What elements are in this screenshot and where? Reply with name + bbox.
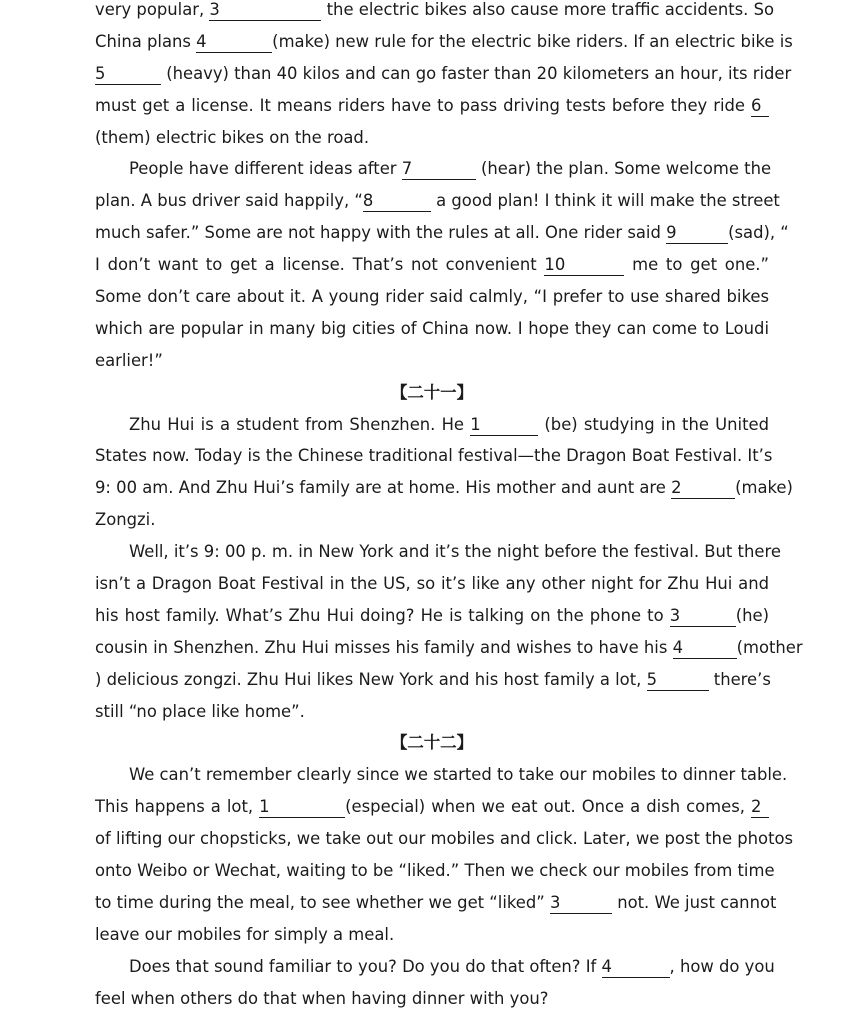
text-line [95,632,803,664]
answer-blank[interactable]: 3 [209,0,321,21]
text-line [95,759,788,791]
text-line [95,696,769,728]
answer-blank[interactable]: 6 [751,96,769,117]
text-segment: (especial) when we eat out. Once a dish comes, [345,797,751,817]
answer-blank[interactable]: 5 [95,64,161,85]
text-segment: (he) [735,605,769,625]
text-line [95,919,769,951]
text-segment: 9: 00 am. And Zhu Hui’s family are at home. His mother and aunt are [95,478,672,498]
text-segment: Zhu Hui is a student from Shenzhen. He [129,414,471,434]
text-line [95,887,777,919]
text-segment: plan. A bus driver said happily, “ [95,191,363,211]
text-segment: isn’t a Dragon Boat Festival in the US, so it’s like any other night for Zhu Hui and [95,574,769,594]
text-line [95,313,769,345]
text-segment: Does that sound familiar to you? Do you do that often? If [129,956,602,976]
text-segment: very popular, [95,0,210,19]
text-line [95,951,775,983]
text-segment: (them) electric bikes on the road. [95,127,370,147]
text-segment: Some don’t care about it. A young rider said calmly, “I prefer to use shared bikes [95,287,769,307]
answer-blank[interactable]: 5 [647,670,709,691]
text-segment: which are popular in many big cities of China now. I hope they can come to Loudi [95,318,769,338]
text-line [95,249,769,281]
text-line [95,791,769,823]
text-segment: (make) [735,478,793,498]
text-segment: I don’t want to get a license. That’s not convenient [95,255,545,275]
text-line [95,536,781,568]
text-segment: , how do you [669,956,775,976]
text-line [95,217,789,249]
text-segment: 【二十一】 [391,382,473,402]
text-line [95,855,775,887]
text-segment: Well, it’s 9: 00 p. m. in New York and it’s the night before the festival. But there [129,542,781,562]
text-segment: 【二十二】 [391,733,473,753]
text-line [95,504,769,536]
text-segment: still “no place like home”. [95,701,305,721]
text-line [95,472,793,504]
answer-blank[interactable]: 9 [666,223,728,244]
text-segment: the electric bikes also cause more traffic accidents. So [321,0,775,19]
text-segment: his host family. What’s Zhu Hui doing? He is talking on the phone to [95,605,670,625]
answer-blank[interactable]: 2 [671,478,735,499]
text-line [95,664,769,696]
section-heading [95,727,769,759]
text-segment: cousin in Shenzhen. Zhu Hui misses his family and wishes to have his [95,637,673,657]
answer-blank[interactable]: 4 [673,638,737,659]
section-heading [95,377,769,409]
text-segment: a good plan! I think it will make the street [430,191,780,211]
answer-blank[interactable]: 1 [470,415,538,436]
text-segment: We can’t remember clearly since we started to take our mobiles to dinner table. [129,765,788,785]
text-segment: (mother [736,637,803,657]
text-line [95,122,769,154]
text-line [95,26,793,58]
text-line [95,0,775,26]
text-segment: must get a license. It means riders have to pass driving tests before they ride [95,95,751,115]
text-segment: of lifting our chopsticks, we take out our mobiles and click. Later, we post the photos [95,829,794,849]
text-segment: leave our mobiles for simply a meal. [95,924,395,944]
text-segment: (hear) the plan. Some welcome the [475,159,772,179]
text-line [95,983,769,1015]
text-line [95,153,772,185]
text-segment: feel when others do that when having dinner with you? [95,988,549,1008]
answer-blank[interactable]: 3 [670,606,736,627]
text-segment: not. We just cannot [612,892,777,912]
text-segment: States now. Today is the Chinese traditional festival—the Dragon Boat Festival. It’s [95,446,773,466]
text-segment: China plans [95,31,197,51]
text-segment: much safer.” Some are not happy with the rules at all. One rider said [95,223,667,243]
answer-blank[interactable]: 8 [363,191,431,212]
text-segment: earlier!” [95,350,163,370]
document-page [95,0,803,1015]
text-segment: Zongzi. [95,510,156,530]
text-segment: to time during the meal, to see whether we get “liked” [95,892,550,912]
text-segment: (heavy) than 40 kilos and can go faster than 20 kilometers an hour, its rider [161,63,792,83]
text-segment: (make) new rule for the electric bike riders. If an electric bike is [272,31,793,51]
text-segment: there’s [708,669,771,689]
answer-blank[interactable]: 1 [259,797,345,818]
answer-blank[interactable]: 7 [402,159,476,180]
text-segment: me to get one.” [624,255,770,275]
answer-blank[interactable]: 3 [550,893,612,914]
text-segment: (sad), “ [728,223,789,243]
answer-blank[interactable]: 4 [196,32,272,53]
text-line [95,409,769,441]
text-line [95,600,769,632]
text-segment: onto Weibo or Wechat, waiting to be “liked.” Then we check our mobiles from time [95,861,775,881]
text-line [95,58,792,90]
answer-blank[interactable]: 2 [751,797,769,818]
answer-blank[interactable]: 10 [544,255,624,276]
text-segment: People have different ideas after [129,159,402,179]
text-line [95,568,769,600]
answer-blank[interactable]: 4 [602,957,670,978]
text-line [95,345,769,377]
text-line [95,281,769,313]
text-segment: ) delicious zongzi. Zhu Hui likes New York and his host family a lot, [95,669,647,689]
text-line [95,90,769,122]
text-line [95,823,794,855]
text-line [95,440,773,472]
text-segment: This happens a lot, [95,797,260,817]
text-line [95,185,780,217]
text-segment: (be) studying in the United [538,414,770,434]
